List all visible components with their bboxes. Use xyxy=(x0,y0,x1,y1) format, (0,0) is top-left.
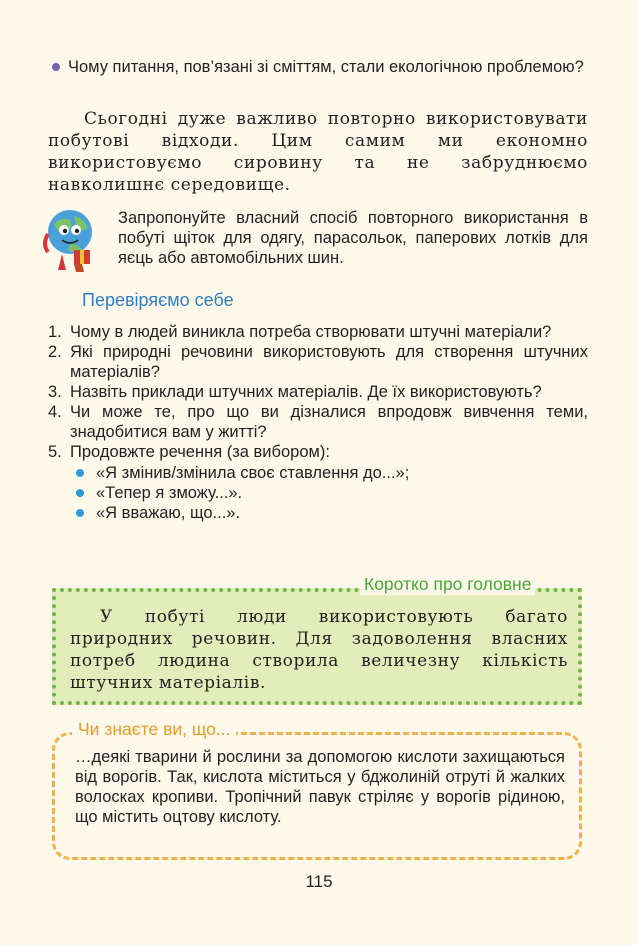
summary-box xyxy=(52,588,582,705)
question-item: 4. Чи може те, про що ви дізналися впродовж вивчення теми, знадобитися вам у житті? xyxy=(48,403,588,441)
question-item: 5. Продовжте речення (за вибором): «Я змінив/змінила своє ставлення до...»; «Тепер я зможу...». «Я вважаю, що...». xyxy=(48,442,588,523)
did-you-know-text: …деякі тварини й рослини за допомогою кислоти захищаються від ворогів. Так, кислота міститься у бджолиній отруті й жалких волосках кропиви. Тропічний павук стріляє у ворогів рідиною, що містить оцтову кислоту. xyxy=(75,748,565,826)
bullet-icon xyxy=(76,469,84,477)
statement-paragraph: Сьогодні дуже важливо повторно використовувати побутові відходи. Цим самим ми економно використовуємо сировину та не забруднюємо навколишнє середовище. xyxy=(48,109,588,195)
intro-question-text: Чому питання, пов’язані зі сміттям, стали екологічною проблемою? xyxy=(68,58,584,76)
questions-list xyxy=(48,322,588,523)
globe-mascot-icon xyxy=(40,204,106,274)
check-section-title: Перевіряємо себе xyxy=(82,290,234,310)
bullet-icon xyxy=(76,509,84,517)
question-item: 2. Які природні речовини використовують для створення штучних матеріалів? xyxy=(48,343,588,381)
summary-title: Коротко про головне xyxy=(360,574,535,595)
task-text: Запропонуйте власний спосіб повторного використання в побуті щіток для одягу, парасольок, паперових лотків для яєць або автомобільних шин. xyxy=(118,209,588,267)
task-block xyxy=(40,204,588,278)
sentence-option: «Тепер я зможу...». xyxy=(70,483,588,503)
bullet-icon xyxy=(76,489,84,497)
sentence-option: «Я вважаю, що...». xyxy=(70,503,588,523)
question-item: 1. Чому в людей виникла потреба створювати штучні матеріали? xyxy=(48,323,552,341)
sentence-option: «Я змінив/змінила своє ставлення до...»; xyxy=(70,463,588,483)
intro-question xyxy=(48,57,588,77)
summary-text: У побуті люди використовують багато природних речовин. Для задоволення власних потреб людина створила величезну кількість штучних матеріалів. xyxy=(70,607,568,693)
question-item: 3. Назвіть приклади штучних матеріалів. Де їх використовують? xyxy=(48,383,542,401)
did-you-know-box xyxy=(52,732,582,860)
sentence-options xyxy=(70,463,588,523)
bullet-icon xyxy=(52,63,60,71)
page-number: 115 xyxy=(305,872,333,891)
did-you-know-title: Чи знаєте ви, що... xyxy=(72,719,236,740)
